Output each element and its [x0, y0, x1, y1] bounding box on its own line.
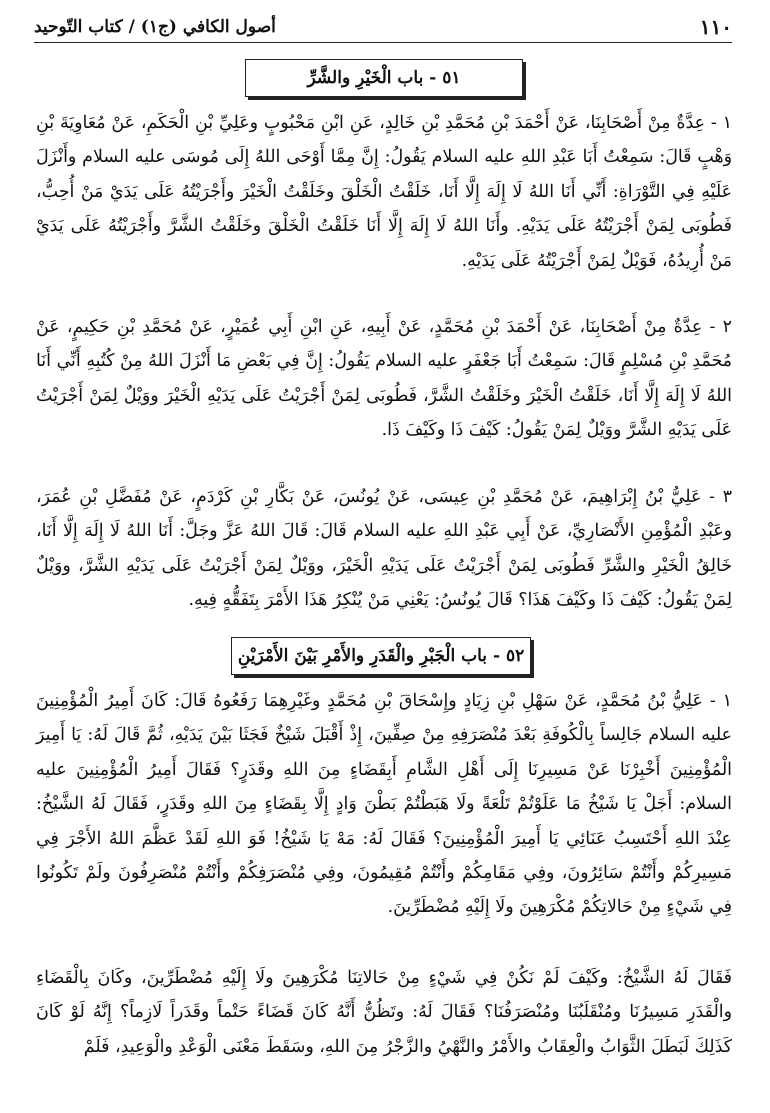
hadith-paragraph: ١ - عَلِيُّ بْنُ مُحَمَّدٍ، عَنْ سَهْلِ بْنِ زِيَادٍ وإِسْحَاقَ بْنِ مُحَمَّدٍ وغَيْرِهِمَا رَفَعُوهُ قَالَ: كَانَ أَمِيرُ الْمُؤْمِنِينَ عليه السلام جَالِساً بِالْكُوفَةِ بَعْدَ مُنْصَرَفِهِ مِنْ صِفِّينَ، إِذْ أَقْبَلَ شَيْخٌ فَجَثَا بَيْنَ يَدَيْهِ، ثُمَّ قَالَ لَهُ: يَا أَمِيرَ الْمُؤْمِنِينَ أَخْبِرْنَا عَنْ مَسِيرِنَا إِلَى أَهْلِ الشَّامِ أَبِقَضَاءٍ مِنَ اللهِ وقَدَرٍ؟ فَقَالَ أَمِيرُ الْمُؤْمِنِينَ عليه السلام: أَجَلْ يَا شَيْخُ مَا عَلَوْتُمْ تَلْعَةً ولَا هَبَطْتُمْ بَطْنَ وَادٍ إِلَّا بِقَضَاءٍ مِنَ اللهِ وقَدَرٍ، فَقَالَ لَهُ الشَّيْخُ: عِنْدَ اللهِ أَحْتَسِبُ عَنَائِي يَا أَمِيرَ الْمُؤْمِنِينَ؟ فَقَالَ لَهُ: مَهْ يَا شَيْخُ! فَوَ اللهِ لَقَدْ عَظَّمَ اللهُ الأَجْرَ فِي مَسِيرِكُمْ وأَنْتُمْ سَائِرُونَ، وفِي مَقَامِكُمْ وأَنْتُمْ مُقِيمُونَ، وفِي مُنْصَرَفِكُمْ وأَنْتُمْ مُنْصَرِفُونَ ولَمْ تَكُونُوا فِي شَيْءٍ مِنْ حَالاتِكُمْ مُكْرَهِينَ ولَا إِلَيْهِ مُضْطَرِّينَ.	[36, 691, 732, 918]
chapter-heading-52: ٥٢ - باب الْجَبْرِ والْقَدَرِ والأَمْرِ بَيْنَ الأَمْرَيْنِ	[231, 637, 531, 675]
hadith-paragraph: فَقَالَ لَهُ الشَّيْخُ: وكَيْفَ لَمْ نَكُنْ فِي شَيْءٍ مِنْ حَالاتِنَا مُكْرَهِينَ ولَا إِلَيْهِ مُضْطَرِّينَ، وكَانَ بِالْقَضَاءِ والْقَدَرِ مَسِيرُنَا ومُنْقَلَبُنَا ومُنْصَرَفُنَا؟ فَقَالَ لَهُ: وتَظُنُّ أَنَّهُ كَانَ قَضَاءً حَتْماً وقَدَراً لَازِماً؟ إِنَّهُ لَوْ كَانَ كَذَلِكَ لَبَطَلَ الثَّوَابُ والْعِقَابُ والأَمْرُ والنَّهْيُ والزَّجْرُ مِنَ اللهِ، وسَقَطَ مَعْنَى الْوَعْدِ والْوَعِيدِ، فَلَمْ	[36, 968, 732, 1057]
page-number: ١١٠	[699, 15, 732, 39]
page-header	[34, 12, 732, 42]
hadith-paragraph: ٢ - عِدَّةٌ مِنْ أَصْحَابِنَا، عَنْ أَحْمَدَ بْنِ مُحَمَّدٍ، عَنْ أَبِيهِ، عَنِ ابْنِ أَبِي عُمَيْرٍ، عَنْ مُحَمَّدِ بْنِ حَكِيمٍ، عَنْ مُحَمَّدِ بْنِ مُسْلِمٍ قَالَ: سَمِعْتُ أَبَا جَعْفَرٍ عليه السلام يَقُولُ: إِنَّ فِي بَعْضِ مَا أَنْزَلَ اللهُ مِنْ كُتُبِهِ أَنِّي أَنَا اللهُ لَا إِلَهَ إِلَّا أَنَا، خَلَقْتُ الْخَيْرَ وخَلَقْتُ الشَّرَّ، فَطُوبَى لِمَنْ أَجْرَيْتُ عَلَى يَدَيْهِ الْخَيْرَ ووَيْلٌ لِمَنْ أَجْرَيْتُ عَلَى يَدَيْهِ الشَّرَّ ووَيْلٌ لِمَنْ يَقُولُ: كَيْفَ ذَا وكَيْفَ ذَا.	[36, 317, 732, 441]
hadith-paragraph: ١ - عِدَّةٌ مِنْ أَصْحَابِنَا، عَنْ أَحْمَدَ بْنِ مُحَمَّدِ بْنِ خَالِدٍ، عَنِ ابْنِ مَحْبُوبٍ وعَلِيِّ بْنِ الْحَكَمِ، عَنْ مُعَاوِيَةَ بْنِ وَهْبٍ قَالَ: سَمِعْتُ أَبَا عَبْدِ اللهِ عليه السلام يَقُولُ: إِنَّ مِمَّا أَوْحَى اللهُ إِلَى مُوسَى عليه السلام وأَنْزَلَ عَلَيْهِ فِي التَّوْرَاةِ: أَنِّي أَنَا اللهُ لَا إِلَهَ إِلَّا أَنَا، خَلَقْتُ الْخَلْقَ وخَلَقْتُ الْخَيْرَ وأَجْرَيْتُهُ عَلَى يَدَيْ مَنْ أُحِبُّ، فَطُوبَى لِمَنْ أَجْرَيْتُهُ عَلَى يَدَيْهِ. وأَنَا اللهُ لَا إِلَهَ إِلَّا أَنَا خَلَقْتُ الْخَلْقَ وخَلَقْتُ الشَّرَّ وأَجْرَيْتُهُ عَلَى يَدَيْ مَنْ أُرِيدُهُ، فَوَيْلٌ لِمَنْ أَجْرَيْتُهُ عَلَى يَدَيْهِ.	[36, 113, 732, 271]
chapter-heading-51: ٥١ - باب الْخَيْرِ والشَّرِّ	[245, 59, 523, 97]
hadith-paragraph: ٣ - عَلِيُّ بْنُ إِبْرَاهِيمَ، عَنْ مُحَمَّدِ بْنِ عِيسَى، عَنْ يُونُسَ، عَنْ بَكَّارِ بْنِ كَرْدَمٍ، عَنْ مُفَضَّلِ بْنِ عُمَرَ، وعَبْدِ الْمُؤْمِنِ الأَنْصَارِيِّ، عَنْ أَبِي عَبْدِ اللهِ عليه السلام قَالَ: قَالَ اللهُ عَزَّ وجَلَّ: أَنَا اللهُ لَا إِلَهَ إِلَّا أَنَا، خَالِقُ الْخَيْرِ والشَّرِّ فَطُوبَى لِمَنْ أَجْرَيْتُ عَلَى يَدَيْهِ الْخَيْرَ، ووَيْلٌ لِمَنْ أَجْرَيْتُ عَلَى يَدَيْهِ الشَّرَّ، ووَيْلٌ لِمَنْ يَقُولُ: كَيْفَ ذَا وكَيْفَ هَذَا؟ قَالَ يُونُسُ: يَعْنِي مَنْ يُنْكِرُ هَذَا الأَمْرَ بِتَفَقُّهٍ فِيهِ.	[36, 487, 732, 611]
header-rule	[34, 42, 732, 43]
running-title: أصول الكافي (ج١) / كتاب التّوحيد	[34, 17, 276, 37]
